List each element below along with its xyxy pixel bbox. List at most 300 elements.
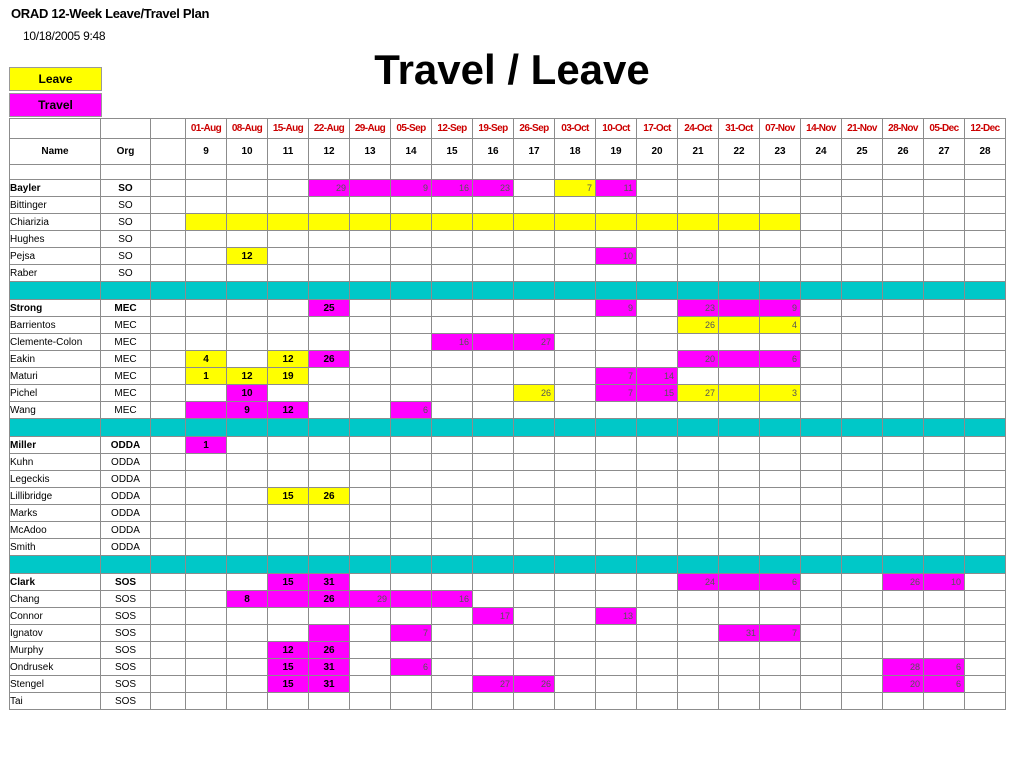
week-number: 27 (924, 139, 965, 165)
person-name: Clemente-Colon (10, 334, 101, 351)
separator-cell (965, 419, 1006, 437)
empty-cell (596, 591, 637, 608)
separator-cell (719, 282, 760, 300)
empty-cell (151, 351, 186, 368)
empty-cell (309, 334, 350, 351)
leave-cell (678, 214, 719, 231)
empty-cell (883, 437, 924, 454)
empty-cell (186, 197, 227, 214)
empty-cell (555, 248, 596, 265)
leave-cell (637, 214, 678, 231)
empty-cell (801, 676, 842, 693)
separator-cell (596, 556, 637, 574)
empty-cell (186, 676, 227, 693)
empty-cell (719, 642, 760, 659)
separator-cell (842, 556, 883, 574)
empty-cell (473, 368, 514, 385)
empty-cell (596, 471, 637, 488)
empty-cell (350, 659, 391, 676)
empty-cell (965, 659, 1006, 676)
travel-cell: 9 (596, 300, 637, 317)
empty-cell (678, 231, 719, 248)
travel-cell: 26 (309, 351, 350, 368)
person-org: SO (101, 231, 151, 248)
person-name: Lillibridge (10, 488, 101, 505)
empty-cell (883, 334, 924, 351)
separator-cell (151, 419, 186, 437)
person-name: Bittinger (10, 197, 101, 214)
leave-cell: 12 (227, 248, 268, 265)
empty-cell (391, 522, 432, 539)
empty-cell (719, 471, 760, 488)
empty-cell (637, 574, 678, 591)
legend-travel: Travel (9, 93, 102, 117)
empty-cell (555, 265, 596, 282)
empty-cell (391, 642, 432, 659)
empty-cell (965, 317, 1006, 334)
empty-cell (596, 334, 637, 351)
week-date: 31-Oct (719, 119, 760, 139)
table-row (10, 402, 1006, 419)
empty-cell (186, 471, 227, 488)
empty-cell (842, 402, 883, 419)
person-org: ODDA (101, 539, 151, 556)
empty-cell (637, 165, 678, 180)
empty-cell (151, 317, 186, 334)
leave-cell: 7 (555, 180, 596, 197)
empty-cell (227, 642, 268, 659)
table-row (10, 317, 1006, 334)
empty-cell (924, 300, 965, 317)
empty-cell (596, 642, 637, 659)
week-number: 23 (760, 139, 801, 165)
person-org: MEC (101, 368, 151, 385)
person-org: SO (101, 180, 151, 197)
empty-cell (596, 454, 637, 471)
empty-cell (719, 265, 760, 282)
empty-cell (151, 539, 186, 556)
separator-cell (760, 282, 801, 300)
separator-cell (678, 556, 719, 574)
travel-cell: 6 (760, 351, 801, 368)
empty-cell (637, 659, 678, 676)
empty-cell (186, 265, 227, 282)
empty-cell (473, 591, 514, 608)
separator-cell (801, 556, 842, 574)
empty-cell (596, 539, 637, 556)
separator-cell (350, 282, 391, 300)
empty-cell (473, 317, 514, 334)
table-row (10, 471, 1006, 488)
empty-cell (309, 608, 350, 625)
empty-cell (760, 591, 801, 608)
empty-cell (637, 471, 678, 488)
travel-cell (186, 402, 227, 419)
travel-cell: 9 (760, 300, 801, 317)
empty-cell (801, 248, 842, 265)
empty-cell (924, 471, 965, 488)
empty-cell (350, 248, 391, 265)
separator-cell (883, 282, 924, 300)
empty-cell (432, 539, 473, 556)
travel-cell: 31 (309, 676, 350, 693)
travel-cell: 11 (596, 180, 637, 197)
separator-cell (514, 556, 555, 574)
empty-cell (965, 522, 1006, 539)
empty-cell (719, 539, 760, 556)
travel-cell: 27 (514, 334, 555, 351)
empty-cell (309, 471, 350, 488)
empty-cell (801, 317, 842, 334)
empty-cell (227, 454, 268, 471)
empty-cell (924, 625, 965, 642)
empty-cell (514, 488, 555, 505)
person-org: ODDA (101, 471, 151, 488)
week-date: 29-Aug (350, 119, 391, 139)
empty-cell (350, 574, 391, 591)
person-name: Stengel (10, 676, 101, 693)
empty-cell (227, 539, 268, 556)
empty-cell (842, 505, 883, 522)
empty-cell (309, 385, 350, 402)
empty-cell (924, 437, 965, 454)
empty-cell (719, 437, 760, 454)
empty-cell (151, 488, 186, 505)
empty-cell (719, 368, 760, 385)
empty-cell (842, 368, 883, 385)
empty-cell (227, 165, 268, 180)
empty-cell (227, 574, 268, 591)
separator-cell (391, 282, 432, 300)
empty-cell (350, 693, 391, 710)
empty-cell (555, 642, 596, 659)
empty-cell (637, 625, 678, 642)
travel-cell: 6 (760, 574, 801, 591)
travel-cell: 27 (473, 676, 514, 693)
week-number: 9 (186, 139, 227, 165)
empty-cell (842, 265, 883, 282)
empty-cell (965, 454, 1006, 471)
empty-cell (514, 574, 555, 591)
empty-cell (801, 454, 842, 471)
travel-cell: 9 (227, 402, 268, 419)
empty-cell (924, 317, 965, 334)
table-row (10, 248, 1006, 265)
travel-cell: 31 (719, 625, 760, 642)
person-name: McAdoo (10, 522, 101, 539)
empty-cell (965, 642, 1006, 659)
person-org: SO (101, 214, 151, 231)
person-name: Pichel (10, 385, 101, 402)
week-date: 08-Aug (227, 119, 268, 139)
empty-cell (186, 522, 227, 539)
empty-cell (151, 248, 186, 265)
leave-cell (186, 214, 227, 231)
empty-cell (924, 334, 965, 351)
empty-cell (678, 642, 719, 659)
empty-cell (719, 165, 760, 180)
empty-cell (473, 402, 514, 419)
empty-cell (801, 608, 842, 625)
empty-cell (432, 300, 473, 317)
person-org: MEC (101, 351, 151, 368)
travel-cell (391, 591, 432, 608)
table-row (10, 334, 1006, 351)
empty-cell (883, 165, 924, 180)
empty-cell (842, 351, 883, 368)
empty-cell (555, 197, 596, 214)
person-org: SOS (101, 693, 151, 710)
empty-cell (883, 488, 924, 505)
empty-cell (432, 608, 473, 625)
empty-cell (350, 197, 391, 214)
empty-cell (350, 488, 391, 505)
travel-cell: 16 (432, 334, 473, 351)
empty-cell (801, 197, 842, 214)
empty-cell (432, 693, 473, 710)
empty-cell (678, 368, 719, 385)
empty-cell (842, 300, 883, 317)
travel-cell: 15 (268, 574, 309, 591)
empty-cell (268, 231, 309, 248)
empty-cell (883, 471, 924, 488)
empty-cell (151, 454, 186, 471)
empty-cell (801, 214, 842, 231)
table-row (10, 539, 1006, 556)
travel-cell: 6 (391, 659, 432, 676)
empty-cell (309, 317, 350, 334)
empty-cell (801, 265, 842, 282)
empty-cell (350, 625, 391, 642)
empty-cell (883, 180, 924, 197)
empty-cell (391, 454, 432, 471)
table-row (10, 591, 1006, 608)
week-date: 28-Nov (883, 119, 924, 139)
travel-cell: 8 (227, 591, 268, 608)
empty-cell (924, 402, 965, 419)
empty-cell (760, 197, 801, 214)
empty-cell (678, 676, 719, 693)
week-number: 22 (719, 139, 760, 165)
travel-cell: 15 (268, 676, 309, 693)
person-org: SO (101, 265, 151, 282)
empty-cell (432, 248, 473, 265)
empty-cell (10, 165, 101, 180)
empty-cell (924, 522, 965, 539)
travel-cell: 14 (637, 368, 678, 385)
empty-cell (268, 165, 309, 180)
empty-cell (473, 488, 514, 505)
leave-cell (719, 385, 760, 402)
empty-cell (227, 471, 268, 488)
empty-cell (227, 693, 268, 710)
empty-cell (678, 488, 719, 505)
empty-cell (473, 197, 514, 214)
empty-cell (186, 574, 227, 591)
empty-cell (473, 522, 514, 539)
empty-cell (924, 248, 965, 265)
week-date: 14-Nov (801, 119, 842, 139)
table-row (10, 197, 1006, 214)
empty-cell (637, 676, 678, 693)
empty-cell (268, 300, 309, 317)
empty-cell (965, 165, 1006, 180)
table-row (10, 265, 1006, 282)
empty-cell (555, 437, 596, 454)
empty-cell (432, 317, 473, 334)
person-name: Chiarizia (10, 214, 101, 231)
empty-cell (924, 197, 965, 214)
separator-cell (555, 556, 596, 574)
empty-cell (555, 454, 596, 471)
separator-cell (432, 282, 473, 300)
empty-cell (596, 522, 637, 539)
empty-cell (555, 385, 596, 402)
week-date: 05-Sep (391, 119, 432, 139)
empty-cell (227, 180, 268, 197)
empty-cell (268, 505, 309, 522)
empty-cell (227, 317, 268, 334)
empty-cell (514, 197, 555, 214)
empty-cell (842, 693, 883, 710)
empty-cell (883, 402, 924, 419)
separator-cell (151, 282, 186, 300)
separator-cell (965, 556, 1006, 574)
travel-cell: 25 (309, 300, 350, 317)
separator-cell (924, 556, 965, 574)
separator-cell (637, 556, 678, 574)
empty-cell (678, 180, 719, 197)
empty-cell (924, 231, 965, 248)
empty-cell (596, 265, 637, 282)
empty-cell (432, 265, 473, 282)
empty-cell (186, 248, 227, 265)
empty-cell (391, 676, 432, 693)
table-row (10, 608, 1006, 625)
empty-cell (555, 574, 596, 591)
empty-cell (801, 659, 842, 676)
empty-cell (268, 180, 309, 197)
empty-cell (350, 265, 391, 282)
empty-cell (842, 231, 883, 248)
empty-cell (965, 437, 1006, 454)
empty-cell (596, 197, 637, 214)
empty-cell (514, 165, 555, 180)
travel-cell: 24 (678, 574, 719, 591)
empty-cell (268, 539, 309, 556)
empty-cell (186, 180, 227, 197)
empty-cell (965, 334, 1006, 351)
table-row (10, 574, 1006, 591)
header-blank (10, 119, 101, 139)
empty-cell (473, 385, 514, 402)
empty-cell (965, 471, 1006, 488)
person-name: Smith (10, 539, 101, 556)
empty-cell (883, 642, 924, 659)
empty-cell (596, 402, 637, 419)
empty-cell (514, 351, 555, 368)
person-name: Hughes (10, 231, 101, 248)
empty-cell (151, 505, 186, 522)
week-number: 26 (883, 139, 924, 165)
table-row (10, 385, 1006, 402)
empty-cell (760, 539, 801, 556)
empty-cell (801, 539, 842, 556)
empty-cell (151, 642, 186, 659)
leave-cell (719, 317, 760, 334)
empty-cell (309, 197, 350, 214)
person-name: Tai (10, 693, 101, 710)
empty-cell (801, 437, 842, 454)
empty-cell (719, 488, 760, 505)
separator-cell (350, 419, 391, 437)
separator-cell (883, 556, 924, 574)
empty-cell (309, 505, 350, 522)
empty-cell (883, 608, 924, 625)
empty-cell (227, 300, 268, 317)
empty-cell (637, 317, 678, 334)
header-blank (151, 119, 186, 139)
travel-cell (719, 574, 760, 591)
empty-cell (432, 505, 473, 522)
week-date: 03-Oct (555, 119, 596, 139)
spacer-row (10, 165, 1006, 180)
separator-cell (883, 419, 924, 437)
empty-cell (151, 693, 186, 710)
empty-cell (842, 539, 883, 556)
empty-cell (760, 659, 801, 676)
empty-cell (514, 608, 555, 625)
empty-cell (555, 334, 596, 351)
table-row (10, 437, 1006, 454)
person-name: Kuhn (10, 454, 101, 471)
week-number: 24 (801, 139, 842, 165)
person-name: Murphy (10, 642, 101, 659)
table-row (10, 351, 1006, 368)
empty-cell (842, 385, 883, 402)
empty-cell (350, 539, 391, 556)
empty-cell (514, 591, 555, 608)
travel-cell: 13 (596, 608, 637, 625)
empty-cell (268, 265, 309, 282)
leave-cell: 19 (268, 368, 309, 385)
empty-cell (637, 197, 678, 214)
group-separator (10, 556, 1006, 574)
empty-cell (596, 625, 637, 642)
empty-cell (432, 231, 473, 248)
empty-cell (924, 454, 965, 471)
empty-cell (391, 437, 432, 454)
leave-travel-table (9, 118, 1006, 710)
empty-cell (268, 454, 309, 471)
week-number: 16 (473, 139, 514, 165)
column-header-row (10, 139, 1006, 165)
separator-cell (760, 419, 801, 437)
empty-cell (965, 488, 1006, 505)
leave-cell: 26 (309, 488, 350, 505)
empty-cell (760, 165, 801, 180)
empty-cell (350, 505, 391, 522)
week-number: 28 (965, 139, 1006, 165)
empty-cell (883, 385, 924, 402)
week-date: 17-Oct (637, 119, 678, 139)
leave-cell (555, 214, 596, 231)
separator-cell (596, 419, 637, 437)
separator-cell (801, 419, 842, 437)
separator-cell (268, 282, 309, 300)
person-org: ODDA (101, 488, 151, 505)
travel-cell: 20 (678, 351, 719, 368)
